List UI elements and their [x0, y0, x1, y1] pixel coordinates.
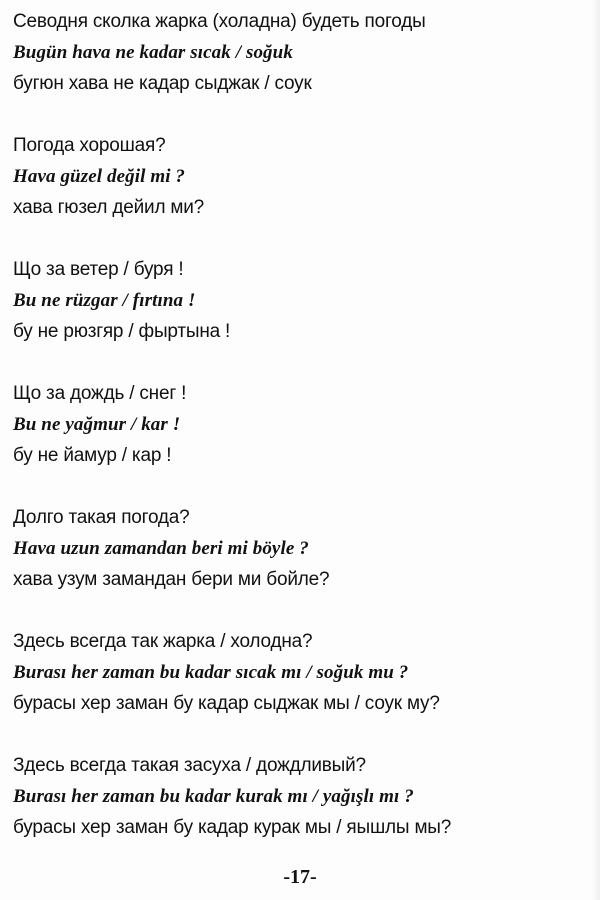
turkish-phrase: Hava uzun zamandan beri mi böyle ?	[13, 538, 309, 559]
phrase-entry-drought-rainy	[13, 750, 600, 843]
phrase-entry-always-hot-cold	[13, 626, 600, 719]
transcription-phrase: бурасы хер заман бу кадар курак мы / яышлы мы?	[13, 817, 452, 838]
phrase-entry-good-weather	[13, 130, 600, 223]
phrase-entry-weather-today	[13, 6, 600, 99]
turkish-phrase: Hava güzel değil mi ?	[13, 166, 186, 187]
russian-phrase: Здесь всегда так жарка / холодна?	[13, 631, 313, 652]
russian-phrase: Що за дождь / снег !	[13, 383, 187, 404]
russian-phrase: Погода хорошая?	[13, 135, 166, 156]
transcription-phrase: хава гюзел дейил ми?	[13, 197, 205, 218]
turkish-phrase: Bu ne yağmur / kar !	[13, 414, 181, 435]
transcription-phrase: бу не йамур / кар !	[13, 445, 172, 466]
transcription-phrase: бугюн хава не кадар сыджак / соук	[13, 73, 312, 94]
turkish-phrase: Bugün hava ne kadar sıcak / soğuk	[13, 42, 293, 63]
phrase-entry-long-weather	[13, 502, 600, 595]
turkish-phrase: Burası her zaman bu kadar sıcak mı / soğuk mu ?	[13, 662, 409, 683]
turkish-phrase: Burası her zaman bu kadar kurak mı / yağışlı mı ?	[13, 786, 414, 807]
page-number: -17-	[283, 866, 317, 888]
transcription-phrase: хава узум замандан бери ми бойле?	[13, 569, 330, 590]
transcription-phrase: бурасы хер заман бу кадар сыджак мы / соук му?	[13, 693, 440, 714]
phrase-entry-rain-snow	[13, 378, 600, 471]
russian-phrase: Що за ветер / буря !	[13, 259, 184, 280]
russian-phrase: Севодня сколка жарка (холадна) будеть погоды	[13, 11, 426, 32]
transcription-phrase: бу не рюзгяр / фыртына !	[13, 321, 231, 342]
turkish-phrase: Bu ne rüzgar / fırtına !	[13, 290, 196, 311]
russian-phrase: Долго такая погода?	[13, 507, 190, 528]
phrase-entry-wind-storm	[13, 254, 600, 347]
russian-phrase: Здесь всегда такая засуха / дождливый?	[13, 755, 366, 776]
page-edge-shadow	[592, 0, 600, 900]
